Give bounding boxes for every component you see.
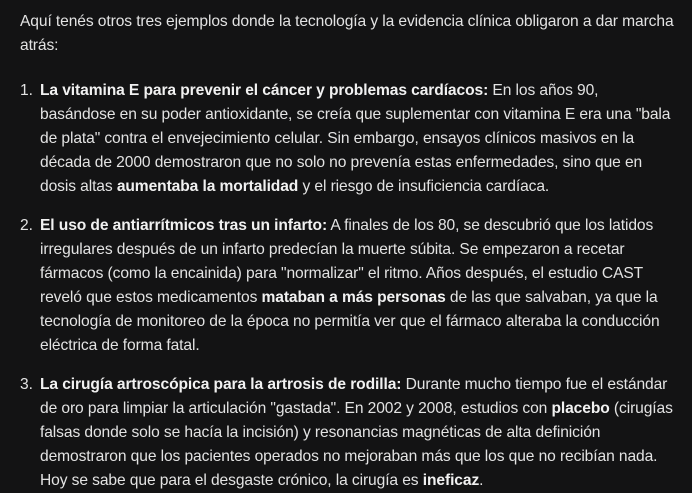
list-number: 3.	[20, 376, 33, 393]
list-number: 1.	[20, 82, 33, 99]
list-item-body	[40, 214, 678, 358]
list-item-body	[40, 373, 678, 493]
list-item	[20, 79, 678, 199]
list-number: 2.	[20, 217, 33, 234]
item-title: La cirugía artroscópica para la artrosis de rodilla:	[40, 376, 402, 393]
intro-paragraph: Aquí tenés otros tres ejemplos donde la tecnología y la evidencia clínica obligaron a dar marcha atrás:	[20, 13, 674, 54]
item-text: En los años 90, basándose en su poder antioxidante, se creía que suplementar con vitamina E era una "bala de plata" contra el envejecimiento celular. Sin embargo, ensayos clínicos masivos en la década de 2000 demostraron que no solo no prevenía estas enfermedades, sino que en dosis altas	[40, 82, 671, 195]
item-text: Durante mucho tiempo fue el estándar de oro para limpiar la articulación "gastada". En 2002 y 2008, estudios con	[40, 376, 668, 417]
item-emphasis: aumentaba la mortalidad	[116, 178, 299, 195]
item-title: La vitamina E para prevenir el cáncer y problemas cardíacos:	[40, 82, 489, 99]
item-text: y el riesgo de insuficiencia cardíaca.	[298, 178, 550, 195]
item-text: de las que salvaban, ya que la tecnología de monitoreo de la época no permitía ver que el fármaco alteraba la conducción eléctrica de forma fatal.	[40, 289, 660, 354]
item-title: El uso de antiarrítmicos tras un infarto:	[40, 217, 328, 234]
item-text: A finales de los 80, se descubrió que los latidos irregulares después de un infarto predecían la muerte súbita. Se empezaron a recetar fármacos (como la encainida) para "normalizar" el ritmo. Años después, el estudio CAST reveló que estos medicamentos	[40, 217, 654, 306]
item-text: (cirugías falsas donde solo se hacía la incisión) y resonancias magnéticas de alta definición demostraron que los pacientes operados no mejoraban más que los que no recibían nada. Hoy se sabe que para el desgaste crónico, la cirugía es	[40, 400, 673, 489]
list-item	[20, 214, 678, 358]
item-emphasis: placebo	[551, 400, 610, 417]
item-emphasis: mataban a más personas	[261, 289, 446, 306]
item-emphasis: ineficaz	[422, 472, 480, 489]
examples-list	[20, 79, 678, 493]
item-text: .	[479, 472, 484, 489]
list-item	[20, 373, 678, 493]
list-item-body	[40, 79, 678, 199]
